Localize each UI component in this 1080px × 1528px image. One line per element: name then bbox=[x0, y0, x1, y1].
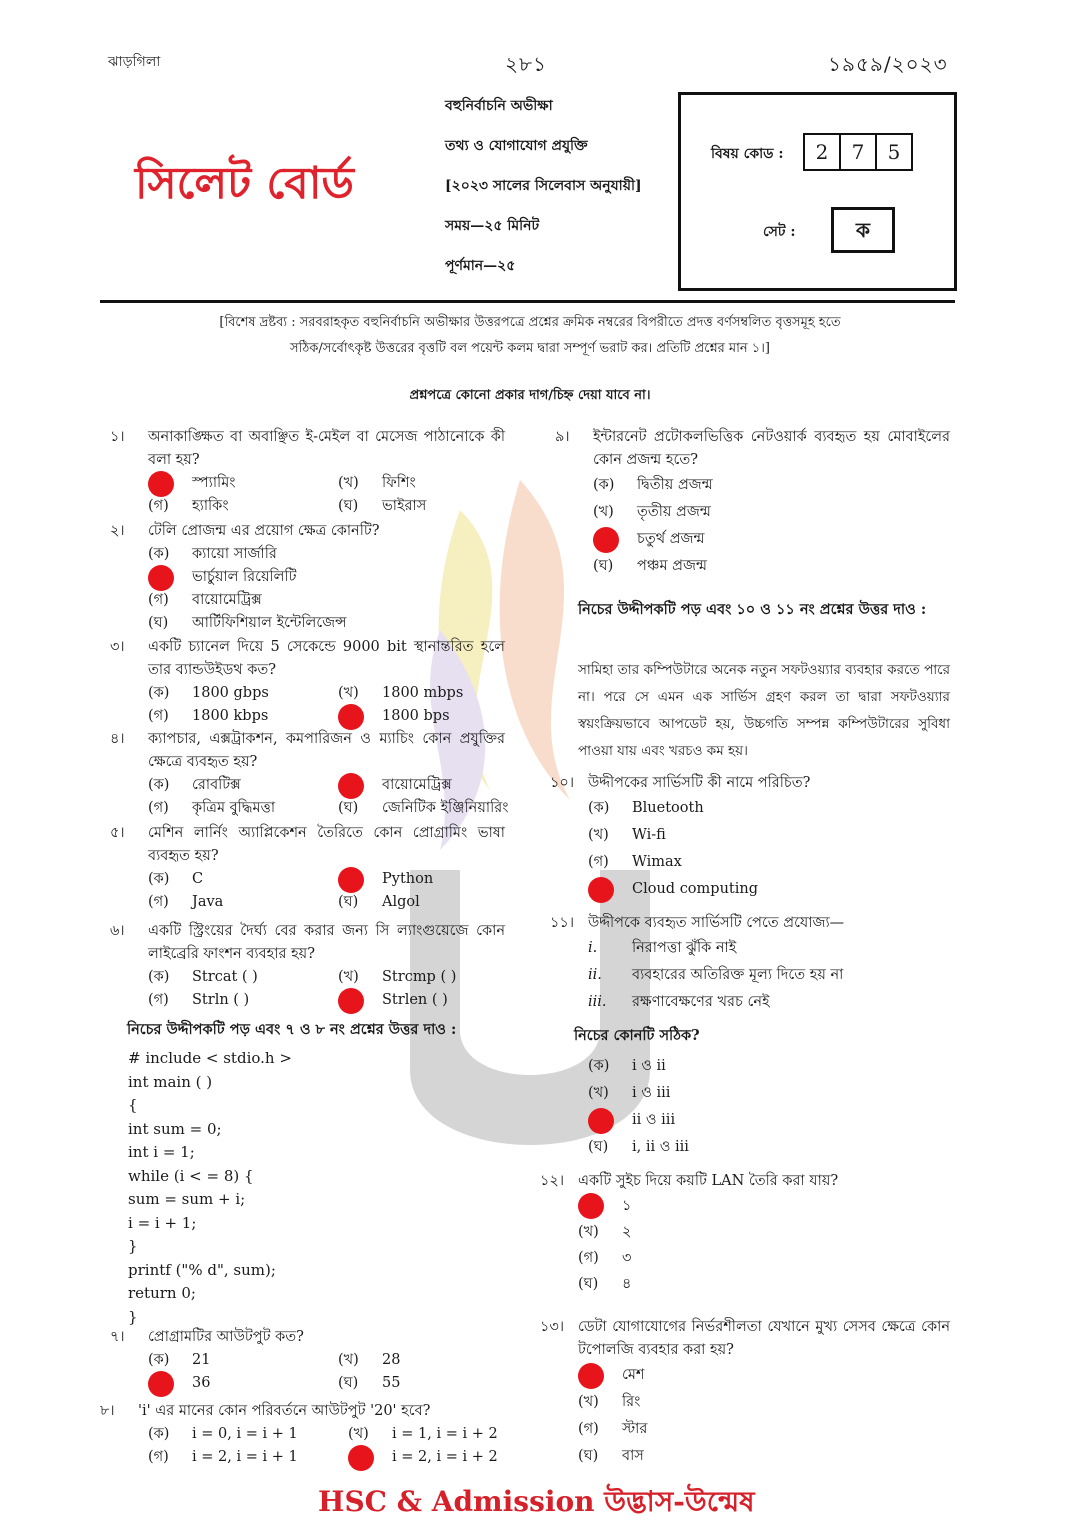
option-4[interactable] bbox=[148, 612, 505, 635]
option-4[interactable] bbox=[338, 891, 528, 914]
option-label: (ঘ) bbox=[578, 1448, 599, 1464]
statement-label: ii. bbox=[588, 967, 602, 983]
option-text: হ্যাকিং bbox=[192, 498, 229, 514]
option-text: Strlen ( ) bbox=[382, 992, 448, 1008]
filled-answer-bubble-icon[interactable] bbox=[148, 565, 174, 591]
option-label: (ক) bbox=[148, 871, 170, 887]
question-3 bbox=[110, 636, 505, 728]
option-text: জেনিটিক ইঞ্জিনিয়ারিং bbox=[382, 800, 509, 816]
divider bbox=[100, 300, 955, 303]
code-digit: 7 bbox=[839, 133, 877, 171]
options bbox=[148, 543, 505, 635]
option-3[interactable] bbox=[578, 1416, 950, 1443]
question-header bbox=[110, 822, 505, 868]
option-text: স্টার bbox=[622, 1421, 648, 1437]
option-2[interactable] bbox=[338, 868, 528, 891]
option-text: Cloud computing bbox=[632, 881, 758, 897]
question-header bbox=[550, 912, 950, 935]
option-1[interactable] bbox=[148, 1423, 348, 1446]
question-7 bbox=[110, 1326, 505, 1395]
option-text: 1800 mbps bbox=[382, 685, 464, 701]
question-text: অনাকাঙ্ক্ষিত বা অবাঞ্ছিত ই-মেইল বা মেসেজ পাঠানোকে কী বলা হয়? bbox=[148, 429, 505, 468]
question-number: ৮। bbox=[100, 1403, 115, 1419]
option-text: ক্যায়ো সার্জারি bbox=[192, 546, 277, 562]
option-label: (ঘ) bbox=[338, 894, 359, 910]
options bbox=[593, 472, 950, 580]
question-4 bbox=[110, 728, 509, 820]
option-text: মেশ bbox=[622, 1367, 645, 1383]
question-header bbox=[110, 636, 505, 682]
question-6 bbox=[110, 920, 505, 1012]
option-2[interactable] bbox=[338, 1349, 528, 1372]
option-label: (ঘ) bbox=[148, 615, 169, 631]
exam-type: বহুনির্বাচনি অভীক্ষা bbox=[445, 98, 553, 114]
option-label: (গ) bbox=[148, 498, 169, 514]
option-text: 1800 kbps bbox=[192, 708, 269, 724]
option-4[interactable] bbox=[348, 1446, 548, 1469]
question-text: টেলি প্রোজন্ম এর প্রয়োগ ক্ষেত্র কোনটি? bbox=[148, 523, 380, 539]
option-1[interactable] bbox=[148, 966, 338, 989]
option-label: (ক) bbox=[148, 1426, 170, 1442]
option-label: (গ) bbox=[148, 894, 169, 910]
option-label: (খ) bbox=[578, 1223, 599, 1240]
header-left-label: ঝাড়গিলা bbox=[108, 54, 161, 70]
instructions bbox=[100, 310, 960, 362]
option-2[interactable] bbox=[148, 566, 505, 589]
options bbox=[588, 1053, 950, 1161]
subject: তথ্য ও যোগাযোগ প্রযুক্তি bbox=[445, 138, 588, 154]
option-text: i = 2, i = i + 2 bbox=[392, 1449, 498, 1465]
question-header bbox=[110, 426, 505, 472]
option-text: i = 1, i = i + 2 bbox=[392, 1426, 498, 1442]
filled-answer-bubble-icon[interactable] bbox=[148, 471, 174, 497]
option-text: i ও ii bbox=[632, 1058, 666, 1074]
warning-text: প্রশ্নপত্রে কোনো প্রকার দাগ/চিহ্ন দেয়া যাবে না। bbox=[409, 388, 651, 403]
filled-answer-bubble-icon[interactable] bbox=[338, 867, 364, 893]
options bbox=[148, 774, 509, 820]
filled-answer-bubble-icon[interactable] bbox=[588, 1108, 614, 1134]
options bbox=[148, 868, 505, 914]
code-line: } bbox=[128, 1237, 138, 1255]
code-line: while (i < = 8) { bbox=[128, 1166, 254, 1185]
statement bbox=[588, 935, 950, 962]
option-label: (ক) bbox=[148, 685, 170, 701]
option-text: Wimax bbox=[632, 854, 682, 870]
option-1[interactable] bbox=[148, 472, 338, 495]
option-label: (খ) bbox=[338, 475, 359, 491]
code-line: int main ( ) bbox=[128, 1072, 213, 1091]
option-3[interactable] bbox=[148, 989, 338, 1012]
option-text: i = 2, i = i + 1 bbox=[192, 1449, 298, 1465]
question-number: ৫। bbox=[110, 825, 125, 841]
subject-code-label: বিষয় কোড : bbox=[711, 146, 784, 162]
option-label: (খ) bbox=[578, 1394, 599, 1410]
options bbox=[148, 1349, 505, 1395]
question-prompt: নিচের কোনটি সঠিক? bbox=[574, 1027, 700, 1044]
option-1[interactable] bbox=[148, 774, 338, 797]
option-text: Java bbox=[192, 894, 224, 910]
option-label: (খ) bbox=[588, 827, 609, 843]
option-1[interactable] bbox=[578, 1193, 950, 1219]
option-label: (গ) bbox=[148, 1449, 169, 1465]
code-line: # include < stdio.h > bbox=[128, 1049, 292, 1067]
options bbox=[578, 1362, 950, 1470]
filled-answer-bubble-icon[interactable] bbox=[338, 704, 364, 730]
question-number: ৯। bbox=[555, 429, 570, 445]
option-1[interactable] bbox=[588, 795, 950, 822]
option-label: (গ) bbox=[148, 708, 169, 724]
subject-code-cells bbox=[805, 133, 913, 171]
question-10 bbox=[550, 772, 950, 903]
option-label: (ক) bbox=[593, 477, 615, 493]
option-text: 28 bbox=[382, 1352, 401, 1368]
question-header bbox=[110, 1326, 505, 1349]
option-2[interactable] bbox=[593, 499, 950, 526]
option-3[interactable] bbox=[148, 891, 338, 914]
filled-answer-bubble-icon[interactable] bbox=[593, 527, 619, 553]
option-text: ভার্চুয়াল রিয়েলিটি bbox=[192, 569, 297, 585]
question-number: ৪। bbox=[110, 731, 125, 747]
option-3[interactable] bbox=[148, 495, 338, 518]
option-3[interactable] bbox=[148, 1446, 348, 1469]
question-text: প্রোগ্রামটির আউটপুট কত? bbox=[148, 1329, 304, 1345]
statement-text: ব্যবহারের অতিরিক্ত মূল্য দিতে হয় না bbox=[632, 967, 844, 983]
option-1[interactable] bbox=[588, 1053, 950, 1080]
passage: সামিহা তার কম্পিউটারে অনেক নতুন সফটওয়্যার ব্যবহার করতে পারে না। পরে সে এমন এক সার্ভিস গ্রহণ করল তা দ্বারা সফটওয়্যার স্বয়ংক্রিয়ভাবে আপডেট হয়, উচ্চগতি সম্পন্ন কম্পিউটারের সুবিধা পাওয়া যায় এবং খরচও কম হয়। bbox=[578, 662, 950, 759]
option-label: (ঘ) bbox=[578, 1275, 599, 1292]
option-text: আর্টিফিশিয়াল ইন্টেলিজেন্স bbox=[192, 615, 347, 631]
option-text: বাস bbox=[622, 1448, 644, 1464]
statement-list bbox=[588, 935, 950, 1016]
option-label: (গ) bbox=[588, 854, 609, 870]
option-text: রোবটিক্স bbox=[192, 777, 241, 793]
option-text: i, ii ও iii bbox=[632, 1139, 689, 1155]
question-text: ক্যাপচার, এক্সট্রাকশন, কমপারিজন ও ম্যাচিং কোন প্রযুক্তির ক্ষেত্রে ব্যবহৃত হয়? bbox=[148, 731, 505, 770]
statement bbox=[588, 962, 950, 989]
statement-label: i. bbox=[588, 940, 598, 956]
option-text: ২ bbox=[622, 1223, 632, 1240]
question-text: মেশিন লার্নিং অ্যাপ্লিকেশন তৈরিতে কোন প্রোগ্রামিং ভাষা ব্যবহৃত হয়? bbox=[148, 825, 505, 864]
question-11 bbox=[550, 912, 950, 1161]
question-number: ১১। bbox=[550, 915, 575, 931]
option-3[interactable] bbox=[148, 1372, 338, 1395]
question-header bbox=[540, 1316, 950, 1362]
question-text: একটি সুইচ দিয়ে কয়টি LAN তৈরি করা যায়? bbox=[578, 1173, 839, 1189]
option-label: (গ) bbox=[578, 1249, 599, 1266]
option-2[interactable] bbox=[338, 774, 528, 797]
question-header bbox=[110, 520, 505, 543]
question-13 bbox=[540, 1316, 950, 1470]
option-text: Strln ( ) bbox=[192, 992, 250, 1008]
question-5 bbox=[110, 822, 505, 914]
options bbox=[148, 966, 505, 1012]
question-text: 'i' এর মানের কোন পরিবর্তনে আউটপুট '20' হবে? bbox=[138, 1403, 431, 1419]
option-4[interactable] bbox=[338, 989, 528, 1012]
option-label: (ক) bbox=[148, 546, 170, 562]
options bbox=[148, 682, 505, 728]
code-digit: 2 bbox=[803, 133, 841, 171]
option-text: Bluetooth bbox=[632, 800, 704, 816]
option-3[interactable] bbox=[593, 526, 950, 553]
option-text: পঞ্চম প্রজন্ম bbox=[637, 558, 707, 574]
filled-answer-bubble-icon[interactable] bbox=[578, 1363, 604, 1389]
time: সময়—২৫ মিনিট bbox=[445, 218, 540, 234]
code-line: } bbox=[128, 1307, 138, 1326]
option-label: (ঘ) bbox=[338, 498, 359, 514]
options bbox=[588, 795, 950, 903]
option-label: (খ) bbox=[338, 685, 359, 701]
question-text: উদ্দীপকের সার্ভিসটি কী নামে পরিচিত? bbox=[588, 775, 811, 791]
option-label: (গ) bbox=[148, 800, 169, 816]
filled-answer-bubble-icon[interactable] bbox=[338, 773, 364, 799]
option-3[interactable] bbox=[148, 589, 505, 612]
set-value: ক bbox=[831, 207, 895, 253]
option-2[interactable] bbox=[348, 1423, 548, 1446]
option-text: 1800 bps bbox=[382, 708, 450, 724]
option-text: ii ও iii bbox=[632, 1112, 676, 1128]
option-label: (ঘ) bbox=[588, 1139, 609, 1155]
option-1[interactable] bbox=[148, 543, 505, 566]
option-label: (ক) bbox=[148, 969, 170, 985]
option-4[interactable] bbox=[338, 1372, 528, 1395]
question-8 bbox=[100, 1400, 505, 1469]
option-3[interactable] bbox=[148, 705, 338, 728]
option-text: Strcat ( ) bbox=[192, 969, 258, 985]
question-text: একটি চ্যানেল দিয়ে 5 সেকেন্ডে 9000 bit স্থানান্তরিত হলে তার ব্যান্ডউইডথ কত? bbox=[148, 639, 505, 678]
question-number: ১৩। bbox=[540, 1319, 565, 1335]
option-text: কৃত্রিম বুদ্ধিমত্তা bbox=[192, 800, 276, 816]
code-line: { bbox=[128, 1096, 138, 1114]
option-2[interactable] bbox=[578, 1389, 950, 1416]
question-number: ২। bbox=[110, 523, 125, 539]
subject-code-box bbox=[678, 92, 957, 291]
full-marks: পূর্ণমান—২৫ bbox=[445, 258, 516, 274]
option-4[interactable] bbox=[588, 876, 950, 903]
option-4[interactable] bbox=[338, 495, 528, 518]
option-text: C bbox=[192, 871, 204, 887]
option-label: (ঘ) bbox=[593, 558, 614, 574]
option-3[interactable] bbox=[588, 849, 950, 876]
option-2[interactable] bbox=[588, 1080, 950, 1107]
option-2[interactable] bbox=[338, 682, 528, 705]
option-label: (খ) bbox=[593, 504, 614, 520]
question-text: একটি স্ট্রিংয়ের দৈর্ঘ্য বের করার জন্য সি ল্যাংগুয়েজে কোন লাইব্রেরি ফাংশন ব্যবহার হয়? bbox=[148, 923, 505, 962]
options bbox=[148, 1423, 505, 1469]
option-text: i = 0, i = i + 1 bbox=[192, 1426, 298, 1442]
code-snippet bbox=[128, 1047, 292, 1329]
option-text: Strcmp ( ) bbox=[382, 969, 457, 985]
option-label: (ঘ) bbox=[338, 800, 359, 816]
question-header bbox=[100, 1400, 505, 1423]
option-text: ৪ bbox=[622, 1275, 632, 1292]
option-label: (খ) bbox=[348, 1426, 369, 1442]
option-label: (ক) bbox=[588, 800, 610, 816]
filled-answer-bubble-icon[interactable] bbox=[588, 877, 614, 903]
question-header bbox=[550, 772, 950, 795]
page-number: ২৮১ bbox=[505, 52, 547, 76]
option-4[interactable] bbox=[578, 1271, 950, 1297]
option-text: চতুর্থ প্রজন্ম bbox=[637, 531, 705, 547]
instructions-line1: [বিশেষ দ্রষ্টব্য : সরবরাহকৃত বহুনির্বাচনি অভীক্ষার উত্তরপত্রে প্রশ্নের ক্রমিক নম্বরের বিপরীতে প্রদত্ত বর্ণসম্বলিত বৃত্তসমূহ হতে bbox=[219, 315, 841, 330]
option-text: ১ bbox=[622, 1197, 632, 1214]
code-line: return 0; bbox=[128, 1284, 196, 1302]
option-text: 1800 gbps bbox=[192, 685, 269, 701]
option-text: ৩ bbox=[622, 1249, 632, 1266]
question-number: ৭। bbox=[110, 1329, 125, 1345]
statement-text: নিরাপত্তা ঝুঁকি নাই bbox=[632, 940, 737, 956]
option-2[interactable] bbox=[338, 472, 528, 495]
option-label: (ঘ) bbox=[338, 1375, 359, 1391]
option-1[interactable] bbox=[148, 682, 338, 705]
option-text: তৃতীয় প্রজন্ম bbox=[637, 504, 711, 520]
question-header bbox=[540, 1170, 950, 1193]
question-text: ইন্টারনেট প্রটোকলভিত্তিক নেটওয়ার্ক ব্যবহৃত হয় মোবাইলের কোন প্রজন্ম হতে? bbox=[593, 429, 950, 468]
option-text: 55 bbox=[382, 1375, 401, 1391]
syllabus: [২০২৩ সালের সিলেবাস অনুযায়ী] bbox=[445, 178, 642, 194]
option-text: স্প্যামিং bbox=[192, 475, 236, 491]
statement-label: iii. bbox=[588, 994, 607, 1010]
option-text: i ও iii bbox=[632, 1085, 671, 1101]
option-text: বায়োমেট্রিক্স bbox=[382, 777, 452, 793]
option-text: Algol bbox=[382, 894, 420, 910]
option-4[interactable] bbox=[578, 1443, 950, 1470]
option-text: Wi-fi bbox=[632, 827, 666, 843]
option-label: (খ) bbox=[338, 969, 359, 985]
code-line: int sum = 0; bbox=[128, 1119, 222, 1138]
option-text: ভাইরাস bbox=[382, 498, 427, 514]
code-line: i = i + 1; bbox=[128, 1213, 197, 1232]
filled-answer-bubble-icon[interactable] bbox=[338, 988, 364, 1014]
question-header bbox=[110, 920, 505, 966]
filled-answer-bubble-icon[interactable] bbox=[148, 1371, 174, 1397]
option-label: (ক) bbox=[588, 1058, 610, 1074]
option-text: 36 bbox=[192, 1375, 211, 1391]
option-text: ফিশিং bbox=[382, 475, 416, 491]
question-header bbox=[555, 426, 950, 472]
option-label: (গ) bbox=[148, 592, 169, 608]
option-label: (খ) bbox=[588, 1085, 609, 1101]
question-12 bbox=[540, 1170, 950, 1297]
options bbox=[578, 1193, 950, 1297]
option-1[interactable] bbox=[578, 1362, 950, 1389]
question-number: ১। bbox=[110, 429, 125, 445]
code-digit: 5 bbox=[875, 133, 913, 171]
option-1[interactable] bbox=[148, 1349, 338, 1372]
options bbox=[148, 472, 505, 518]
question-header bbox=[110, 728, 505, 774]
statement-text: রক্ষণাবেক্ষণের খরচ নেই bbox=[632, 994, 770, 1010]
question-1 bbox=[110, 426, 505, 518]
stem-7-8: নিচের উদ্দীপকটি পড় এবং ৭ ও ৮ নং প্রশ্নের উত্তর দাও : bbox=[127, 1021, 457, 1038]
option-2[interactable] bbox=[578, 1219, 950, 1245]
option-label: (খ) bbox=[338, 1352, 359, 1368]
code-line: int i = 1; bbox=[128, 1143, 195, 1161]
question-text: উদ্দীপকে ব্যবহৃত সার্ভিসটি পেতে প্রযোজ্য— bbox=[588, 915, 845, 931]
option-label: (ক) bbox=[148, 777, 170, 793]
code-line: printf ("% d", sum); bbox=[128, 1260, 276, 1279]
option-4[interactable] bbox=[588, 1134, 950, 1161]
question-9 bbox=[555, 426, 950, 580]
option-text: 21 bbox=[192, 1352, 211, 1368]
question-number: ১০। bbox=[550, 775, 575, 791]
question-number: ১২। bbox=[540, 1173, 565, 1189]
option-label: (গ) bbox=[578, 1421, 599, 1437]
option-text: বায়োমেট্রিক্স bbox=[192, 592, 262, 608]
option-text: দ্বিতীয় প্রজন্ম bbox=[637, 477, 713, 493]
option-text: রিং bbox=[622, 1394, 641, 1410]
option-1[interactable] bbox=[593, 472, 950, 499]
set-label: সেট : bbox=[763, 224, 796, 240]
footer-brand: HSC & Admission উদ্ভাস-উন্মেষ bbox=[318, 1485, 755, 1518]
filled-answer-bubble-icon[interactable] bbox=[348, 1445, 374, 1471]
option-3[interactable] bbox=[588, 1107, 950, 1134]
question-2 bbox=[110, 520, 505, 635]
question-text: ডেটা যোগাযোগের নির্ভরশীলতা যেখানে মুখ্য সেসব ক্ষেত্রে কোন টপোলজি ব্যবহার করা হয়? bbox=[578, 1319, 950, 1358]
board-title: সিলেট বোর্ড bbox=[135, 158, 354, 209]
option-3[interactable] bbox=[578, 1245, 950, 1271]
option-label: (ক) bbox=[148, 1352, 170, 1368]
option-4[interactable] bbox=[338, 705, 528, 728]
filled-answer-bubble-icon[interactable] bbox=[578, 1193, 604, 1219]
option-3[interactable] bbox=[148, 797, 338, 820]
exam-meta bbox=[445, 86, 642, 286]
statement bbox=[588, 989, 950, 1016]
option-4[interactable] bbox=[338, 797, 528, 820]
instructions-line2: সঠিক/সর্বোৎকৃষ্ট উত্তরের বৃত্তটি বল পয়েন্ট কলম দ্বারা সম্পূর্ণ ভরাট কর। প্রতিটি প্রশ্নের মান ১।] bbox=[290, 341, 770, 356]
option-text: Python bbox=[382, 871, 434, 887]
question-number: ৩। bbox=[110, 639, 125, 655]
option-label: (গ) bbox=[148, 992, 169, 1008]
option-2[interactable] bbox=[338, 966, 528, 989]
code-year: ১৯৫৯/২০২৩ bbox=[828, 52, 948, 76]
option-2[interactable] bbox=[588, 822, 950, 849]
option-1[interactable] bbox=[148, 868, 338, 891]
code-line: sum = sum + i; bbox=[128, 1190, 246, 1208]
stem-10-11: নিচের উদ্দীপকটি পড় এবং ১০ ও ১১ নং প্রশ্নের উত্তর দাও : bbox=[578, 601, 927, 618]
question-number: ৬। bbox=[110, 923, 125, 939]
option-4[interactable] bbox=[593, 553, 950, 580]
